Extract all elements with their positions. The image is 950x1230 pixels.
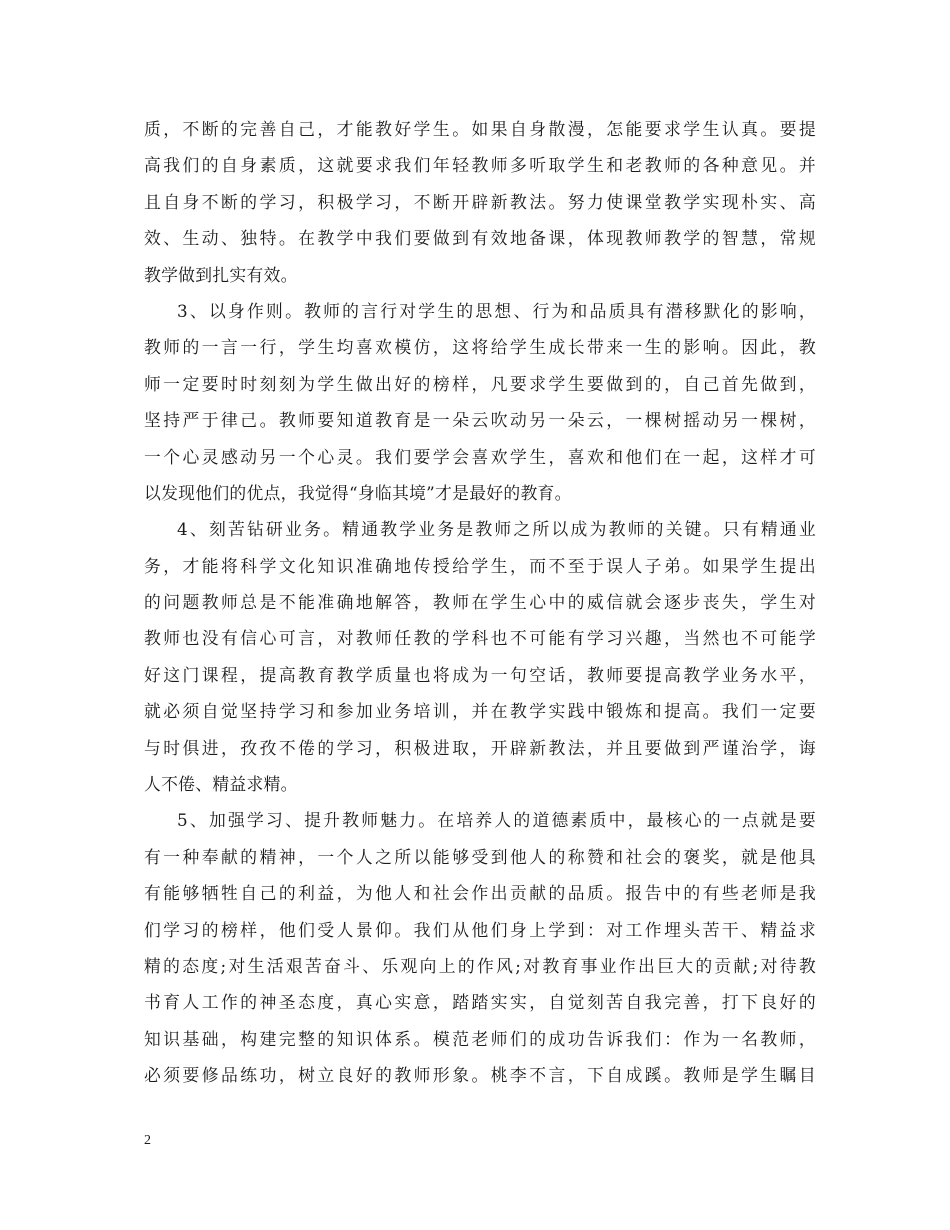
text-line: 教学做到扎实有效。 — [144, 264, 298, 285]
text-line: 务，才能将科学文化知识准确地传授给学生，而不至于误人子弟。如果学生提出 — [144, 555, 816, 576]
text-line: 坚持严于律己。教师要知道教育是一朵云吹动另一朵云，一棵树摇动另一棵树， — [144, 410, 816, 431]
page-number: 2 — [144, 1133, 151, 1148]
paragraph-4-first-line: 4、刻苦钻研业务。精通教学业务是教师之所以成为教师的关键。只有精通业 — [177, 519, 816, 540]
text-line: 的问题教师总是不能准确地解答，教师在学生心中的威信就会逐步丧失，学生对 — [144, 592, 816, 613]
text-line: 精的态度;对生活艰苦奋斗、乐观向上的作风;对教育事业作出巨大的贡献;对待教 — [144, 955, 816, 976]
text-line: 以发现他们的优点，我觉得“身临其境”才是最好的教育。 — [144, 482, 572, 503]
text-line: 们学习的榜样，他们受人景仰。我们从他们身上学到：对工作埋头苦干、精益求 — [144, 919, 816, 940]
document-body — [144, 111, 816, 1094]
text-line: 书育人工作的神圣态度，真心实意，踏踏实实，自觉刻苦自我完善，打下良好的 — [144, 992, 816, 1013]
text-line: 就必须自觉坚持学习和参加业务培训，并在教学实践中锻炼和提高。我们一定要 — [144, 701, 816, 722]
text-line: 好这门课程，提高教育教学质量也将成为一句空话，教师要提高教学业务水平， — [144, 664, 816, 685]
text-line: 教师也没有信心可言，对教师任教的学科也不可能有学习兴趣，当然也不可能学 — [144, 628, 816, 649]
text-line: 有能够牺牲自己的利益，为他人和社会作出贡献的品质。报告中的有些老师是我 — [144, 883, 816, 904]
text-line: 且自身不断的学习，积极学习，不断开辟新教法。努力使课堂教学实现朴实、高 — [144, 191, 816, 212]
text-line: 师一定要时时刻刻为学生做出好的榜样，凡要求学生要做到的，自己首先做到， — [144, 373, 816, 394]
text-line: 人不倦、精益求精。 — [144, 774, 298, 795]
text-line: 一个心灵感动另一个心灵。我们要学会喜欢学生，喜欢和他们在一起，这样才可 — [144, 446, 816, 467]
paragraph-3-first-line: 3、以身作则。教师的言行对学生的思想、行为和品质具有潜移默化的影响， — [177, 300, 816, 321]
text-line: 效、生动、独特。在教学中我们要做到有效地备课，体现教师教学的智慧，常规 — [144, 228, 816, 249]
text-line: 质，不断的完善自己，才能教好学生。如果自身散漫，怎能要求学生认真。要提 — [144, 119, 816, 139]
text-line: 有一种奉献的精神，一个人之所以能够受到他人的称赞和社会的褒奖，就是他具 — [144, 846, 816, 867]
text-line: 与时俱进，孜孜不倦的学习，积极进取，开辟新教法，并且要做到严谨治学，诲 — [144, 737, 816, 758]
text-line: 知识基础，构建完整的知识体系。模范老师们的成功告诉我们：作为一名教师， — [144, 1028, 816, 1049]
text-line: 高我们的自身素质，这就要求我们年轻教师多听取学生和老教师的各种意见。并 — [144, 155, 816, 176]
text-line: 必须要修品练功，树立良好的教师形象。桃李不言，下自成蹊。教师是学生瞩目 — [144, 1065, 816, 1086]
text-line: 教师的一言一行，学生均喜欢模仿，这将给学生成长带来一生的影响。因此，教 — [144, 337, 816, 358]
paragraph-5-first-line: 5、加强学习、提升教师魅力。在培养人的道德素质中，最核心的一点就是要 — [177, 810, 816, 831]
